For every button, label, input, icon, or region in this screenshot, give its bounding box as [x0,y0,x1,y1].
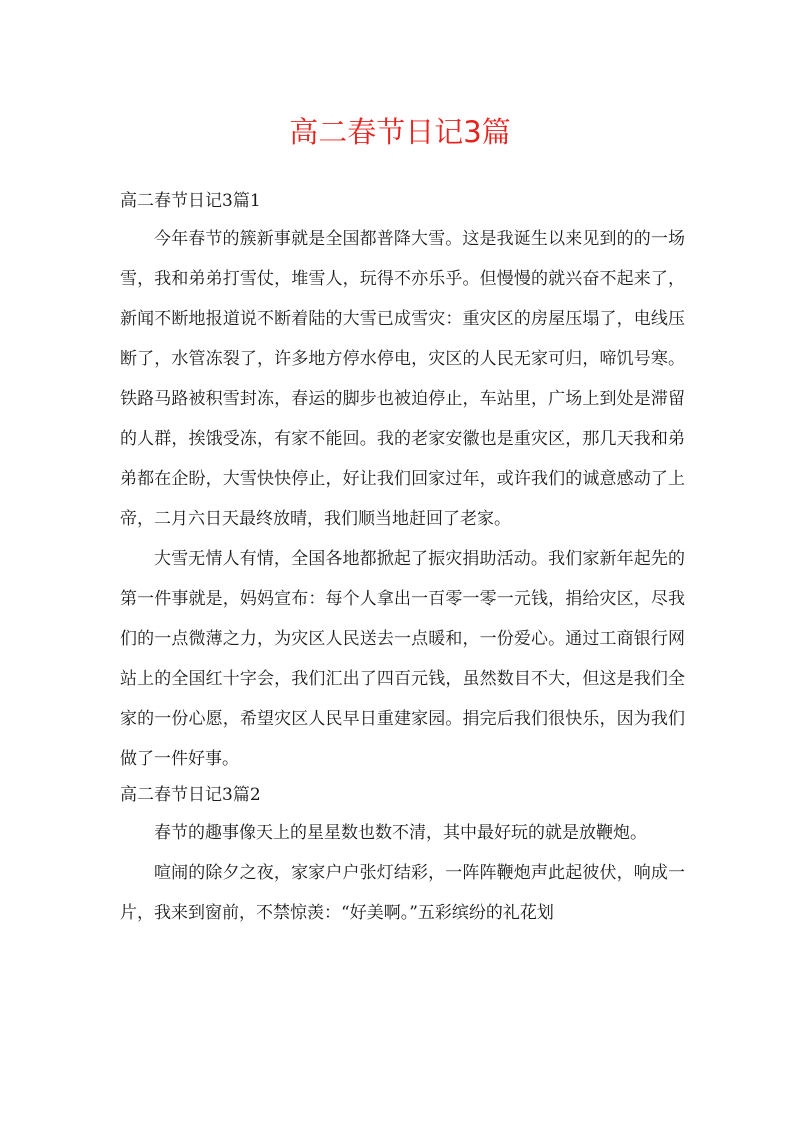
paragraph: 春节的趣事像天上的星星数也数不清，其中最好玩的就是放鞭炮。 [154,823,647,843]
paragraph: 大雪无情人有情，全国各地都掀起了振灾捐助活动。我们家新年起先的第一件事就是，妈妈宣布：每个人拿出一百零一零一元钱，捐给灾区，尽我们的一点微薄之力，为灾区人民送去一点暖和，一份爱心。通过工商银行网站上的全国红十字会，我们汇出了四百元钱，虽然数目不大，但这是我们全家的一份心愿，希望灾区人民早日重建家园。捐完后我们很快乐，因为我们做了一件好事。 [120,549,685,769]
document-body [120,185,685,933]
paragraph: 喧闹的除夕之夜，家家户户张灯结彩，一阵阵鞭炮声此起彼伏，响成一片，我来到窗前，不禁惊羡：“好美啊。”五彩缤纷的礼花划 [120,863,685,923]
section-heading: 高二春节日记3篇1 [120,191,261,211]
section-heading: 高二春节日记3篇2 [120,785,261,805]
paragraph: 今年春节的簇新事就是全国都普降大雪。这是我诞生以来见到的的一场雪，我和弟弟打雪仗，堆雪人，玩得不亦乐乎。但慢慢的就兴奋不起来了，新闻不断地报道说不断着陆的大雪已成雪灾：重灾区的房屋压塌了，电线压断了，水管冻裂了，许多地方停水停电，灾区的人民无家可归，啼饥号寒。铁路马路被积雪封冻，春运的脚步也被迫停止，车站里，广场上到处是滞留的人群，挨饿受冻，有家不能回。我的老家安徽也是重灾区，那几天我和弟弟都在企盼，大雪快快停止，好让我们回家过年，或许我们的诚意感动了上帝，二月六日天最终放晴，我们顺当地赶回了老家。 [120,229,685,529]
document-title: 高二春节日记3篇 [289,115,511,149]
